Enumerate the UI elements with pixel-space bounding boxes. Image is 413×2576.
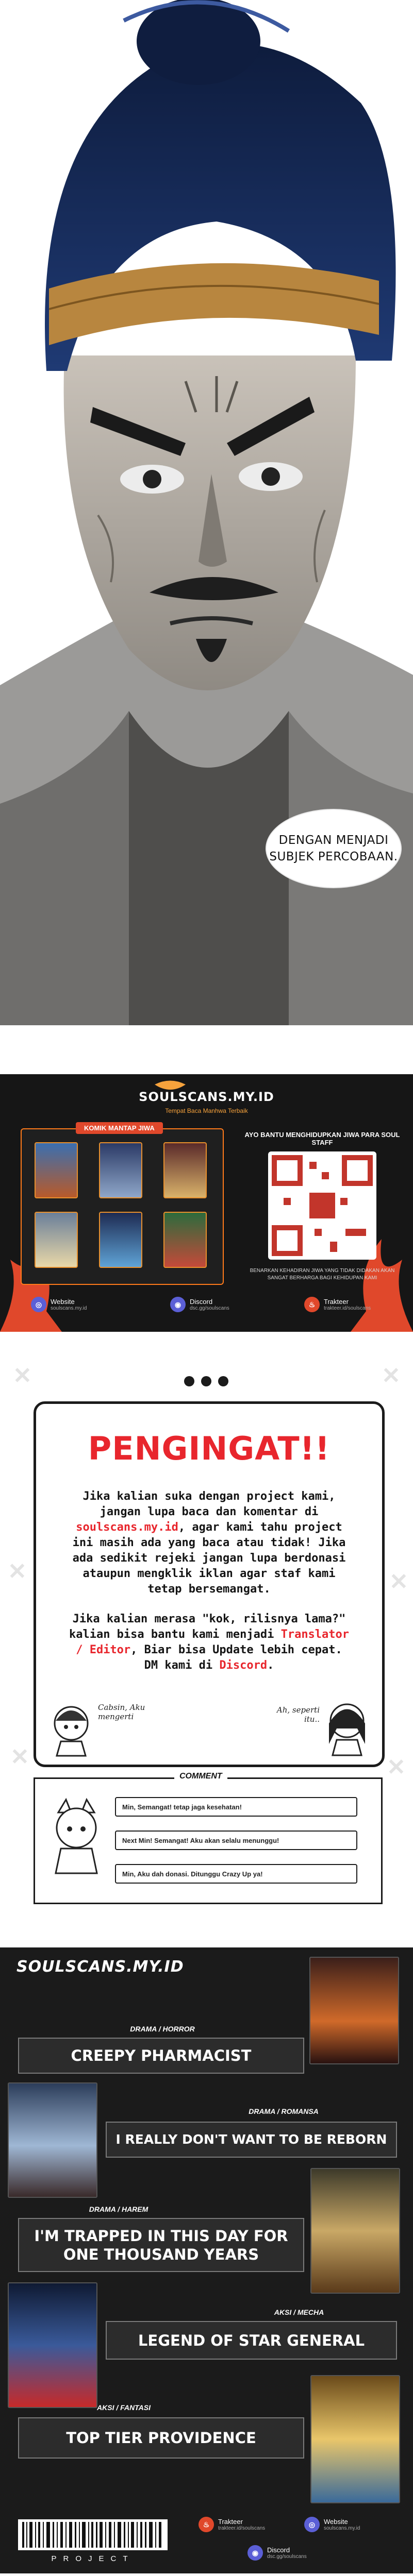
project-title[interactable]: LEGEND OF STAR GENERAL <box>106 2321 397 2360</box>
reminder-panel <box>0 1352 413 1924</box>
project-logo: SOULSCANS.MY.ID <box>16 1958 184 1976</box>
soulscans-banner <box>0 1074 413 1332</box>
speech-line-1: DENGAN MENJADI <box>278 834 389 847</box>
speech-bubble <box>266 809 402 888</box>
manhwa-panel <box>0 0 413 1025</box>
banner-links <box>0 1291 413 1327</box>
project-cover[interactable] <box>309 1957 399 2064</box>
banner-subtitle: Tempat Baca Manhwa Terbaik <box>165 1107 248 1114</box>
comic-thumbnail[interactable] <box>99 1212 142 1268</box>
project-cover[interactable] <box>310 2375 400 2503</box>
reminder-paragraph-2: Jika kalian merasa "kok, rilisnya lama?" kalian bisa bantu kami menjadi Translator / Editor, Biar bisa Update lebih cepat. DM kami di Discord. <box>69 1613 350 1672</box>
x-decoration-icon: ✕ <box>387 1755 406 1780</box>
komik-tag: KOMIK MANTAP JIWA <box>76 1122 163 1134</box>
web-icon: ◎ <box>31 1297 46 1312</box>
qr-pattern <box>268 1151 376 1260</box>
cat-girl-avatar <box>48 1797 105 1874</box>
banner-title: SOULSCANS.MY.ID <box>139 1090 274 1104</box>
project-cover[interactable] <box>8 2082 97 2198</box>
barcode-decoration <box>18 2519 168 2550</box>
project-title[interactable]: CREEPY PHARMACIST <box>18 2038 304 2074</box>
website-link[interactable]: ◎ Website soulscans.my.id <box>31 1297 87 1312</box>
comic-thumbnail[interactable] <box>35 1212 78 1268</box>
web-icon: ◎ <box>304 2517 320 2532</box>
comment-header: COMMENT <box>174 1772 227 1781</box>
site-link[interactable]: soulscans.my.id <box>76 1521 178 1534</box>
project-genre: AKSI / FANTASI <box>97 2403 151 2412</box>
trakteer-link[interactable]: ♨ Trakteer trakteer.id/soulscans <box>304 1297 371 1312</box>
x-decoration-icon: ✕ <box>382 1363 401 1388</box>
x-decoration-icon: ✕ <box>389 1569 408 1595</box>
discord-text-link[interactable]: Discord <box>219 1659 268 1672</box>
discord-icon: ◉ <box>247 2545 263 2561</box>
comment-item[interactable]: Min, Semangat! tetap jaga kesehatan! <box>115 1797 357 1817</box>
reminder-body <box>67 1489 351 1688</box>
reminder-paragraph-1: Jika kalian suka dengan project kami, jangan lupa baca dan komentar di soulscans.my.id, agar kami tahu project ini masih ada yang baca atau tidak! Jika ada sedikit rejeki jangan lupa berdonasi ataupun mengklik iklan agar staf kami tetap bersemangat. <box>72 1490 346 1596</box>
discord-icon: ◉ <box>170 1297 186 1312</box>
trakteer-link[interactable]: ♨ Trakteer trakteer.id/soulscans <box>199 2517 265 2532</box>
x-decoration-icon: ✕ <box>10 1744 29 1770</box>
trakteer-icon: ♨ <box>199 2517 214 2532</box>
comment-section <box>34 1772 383 1904</box>
trakteer-icon: ♨ <box>304 1297 320 1312</box>
comic-thumbnail[interactable] <box>163 1142 207 1198</box>
project-genre: DRAMA / HAREM <box>89 2205 148 2213</box>
komik-showcase <box>21 1124 224 1285</box>
chibi-right-caption: Ah, seperti itu.. <box>276 1705 320 1724</box>
x-decoration-icon: ✕ <box>8 1559 27 1584</box>
comment-item[interactable]: Min, Aku dah donasi. Ditunggu Crazy Up ya! <box>115 1864 357 1884</box>
project-title[interactable]: I REALLY DON'T WANT TO BE REBORN <box>106 2122 397 2158</box>
comic-thumbnail[interactable] <box>163 1212 207 1268</box>
project-genre: DRAMA / ROMANSA <box>249 2107 319 2115</box>
comment-item[interactable]: Next Min! Semangat! Aku akan selalu menunggu! <box>115 1831 357 1850</box>
chibi-right-illustration <box>321 1698 373 1757</box>
dots-decoration <box>183 1376 229 1387</box>
project-footer-label: PROJECT <box>51 2554 135 2563</box>
discord-link[interactable]: ◉ Discord dsc.gg/soulscans <box>247 2545 307 2561</box>
x-decoration-icon: ✕ <box>13 1363 32 1388</box>
project-title[interactable]: I'M TRAPPED IN THIS DAY FOR ONE THOUSAND YEARS <box>18 2218 304 2272</box>
project-cover[interactable] <box>8 2282 97 2408</box>
qr-caption: BENARKAN KEHADIRAN JIWA YANG TIDAK DIDAKAN AKAN SANGAT BERHARGA BAGI KEHIDUPAN KAMI <box>250 1268 395 1281</box>
discord-link[interactable]: ◉ Discord dsc.gg/soulscans <box>170 1297 229 1312</box>
project-genre: DRAMA / HORROR <box>130 2025 195 2033</box>
project-genre: AKSI / MECHA <box>274 2308 324 2316</box>
chibi-left-caption: Cabsin, Aku mengerti <box>98 1703 145 1721</box>
project-list-panel <box>0 1947 413 2573</box>
donate-text: AYO BANTU MENGHIDUPKAN JIWA PARA SOUL STAFF <box>244 1131 400 1146</box>
qr-code[interactable] <box>268 1151 376 1260</box>
reminder-title: PENGINGAT!! <box>88 1430 331 1467</box>
chibi-left-illustration <box>45 1700 97 1757</box>
website-link[interactable]: ◎ Website soulscans.my.id <box>304 2517 360 2532</box>
comic-thumbnail[interactable] <box>99 1142 142 1198</box>
speech-line-2: SUBJEK PERCOBAAN. <box>269 850 398 863</box>
project-cover[interactable] <box>310 2168 400 2294</box>
reminder-card <box>34 1401 385 1767</box>
comic-thumbnail[interactable] <box>35 1142 78 1198</box>
recruit-link[interactable]: Translator / Editor <box>76 1628 350 1656</box>
project-title[interactable]: TOP TIER PROVIDENCE <box>18 2417 304 2459</box>
